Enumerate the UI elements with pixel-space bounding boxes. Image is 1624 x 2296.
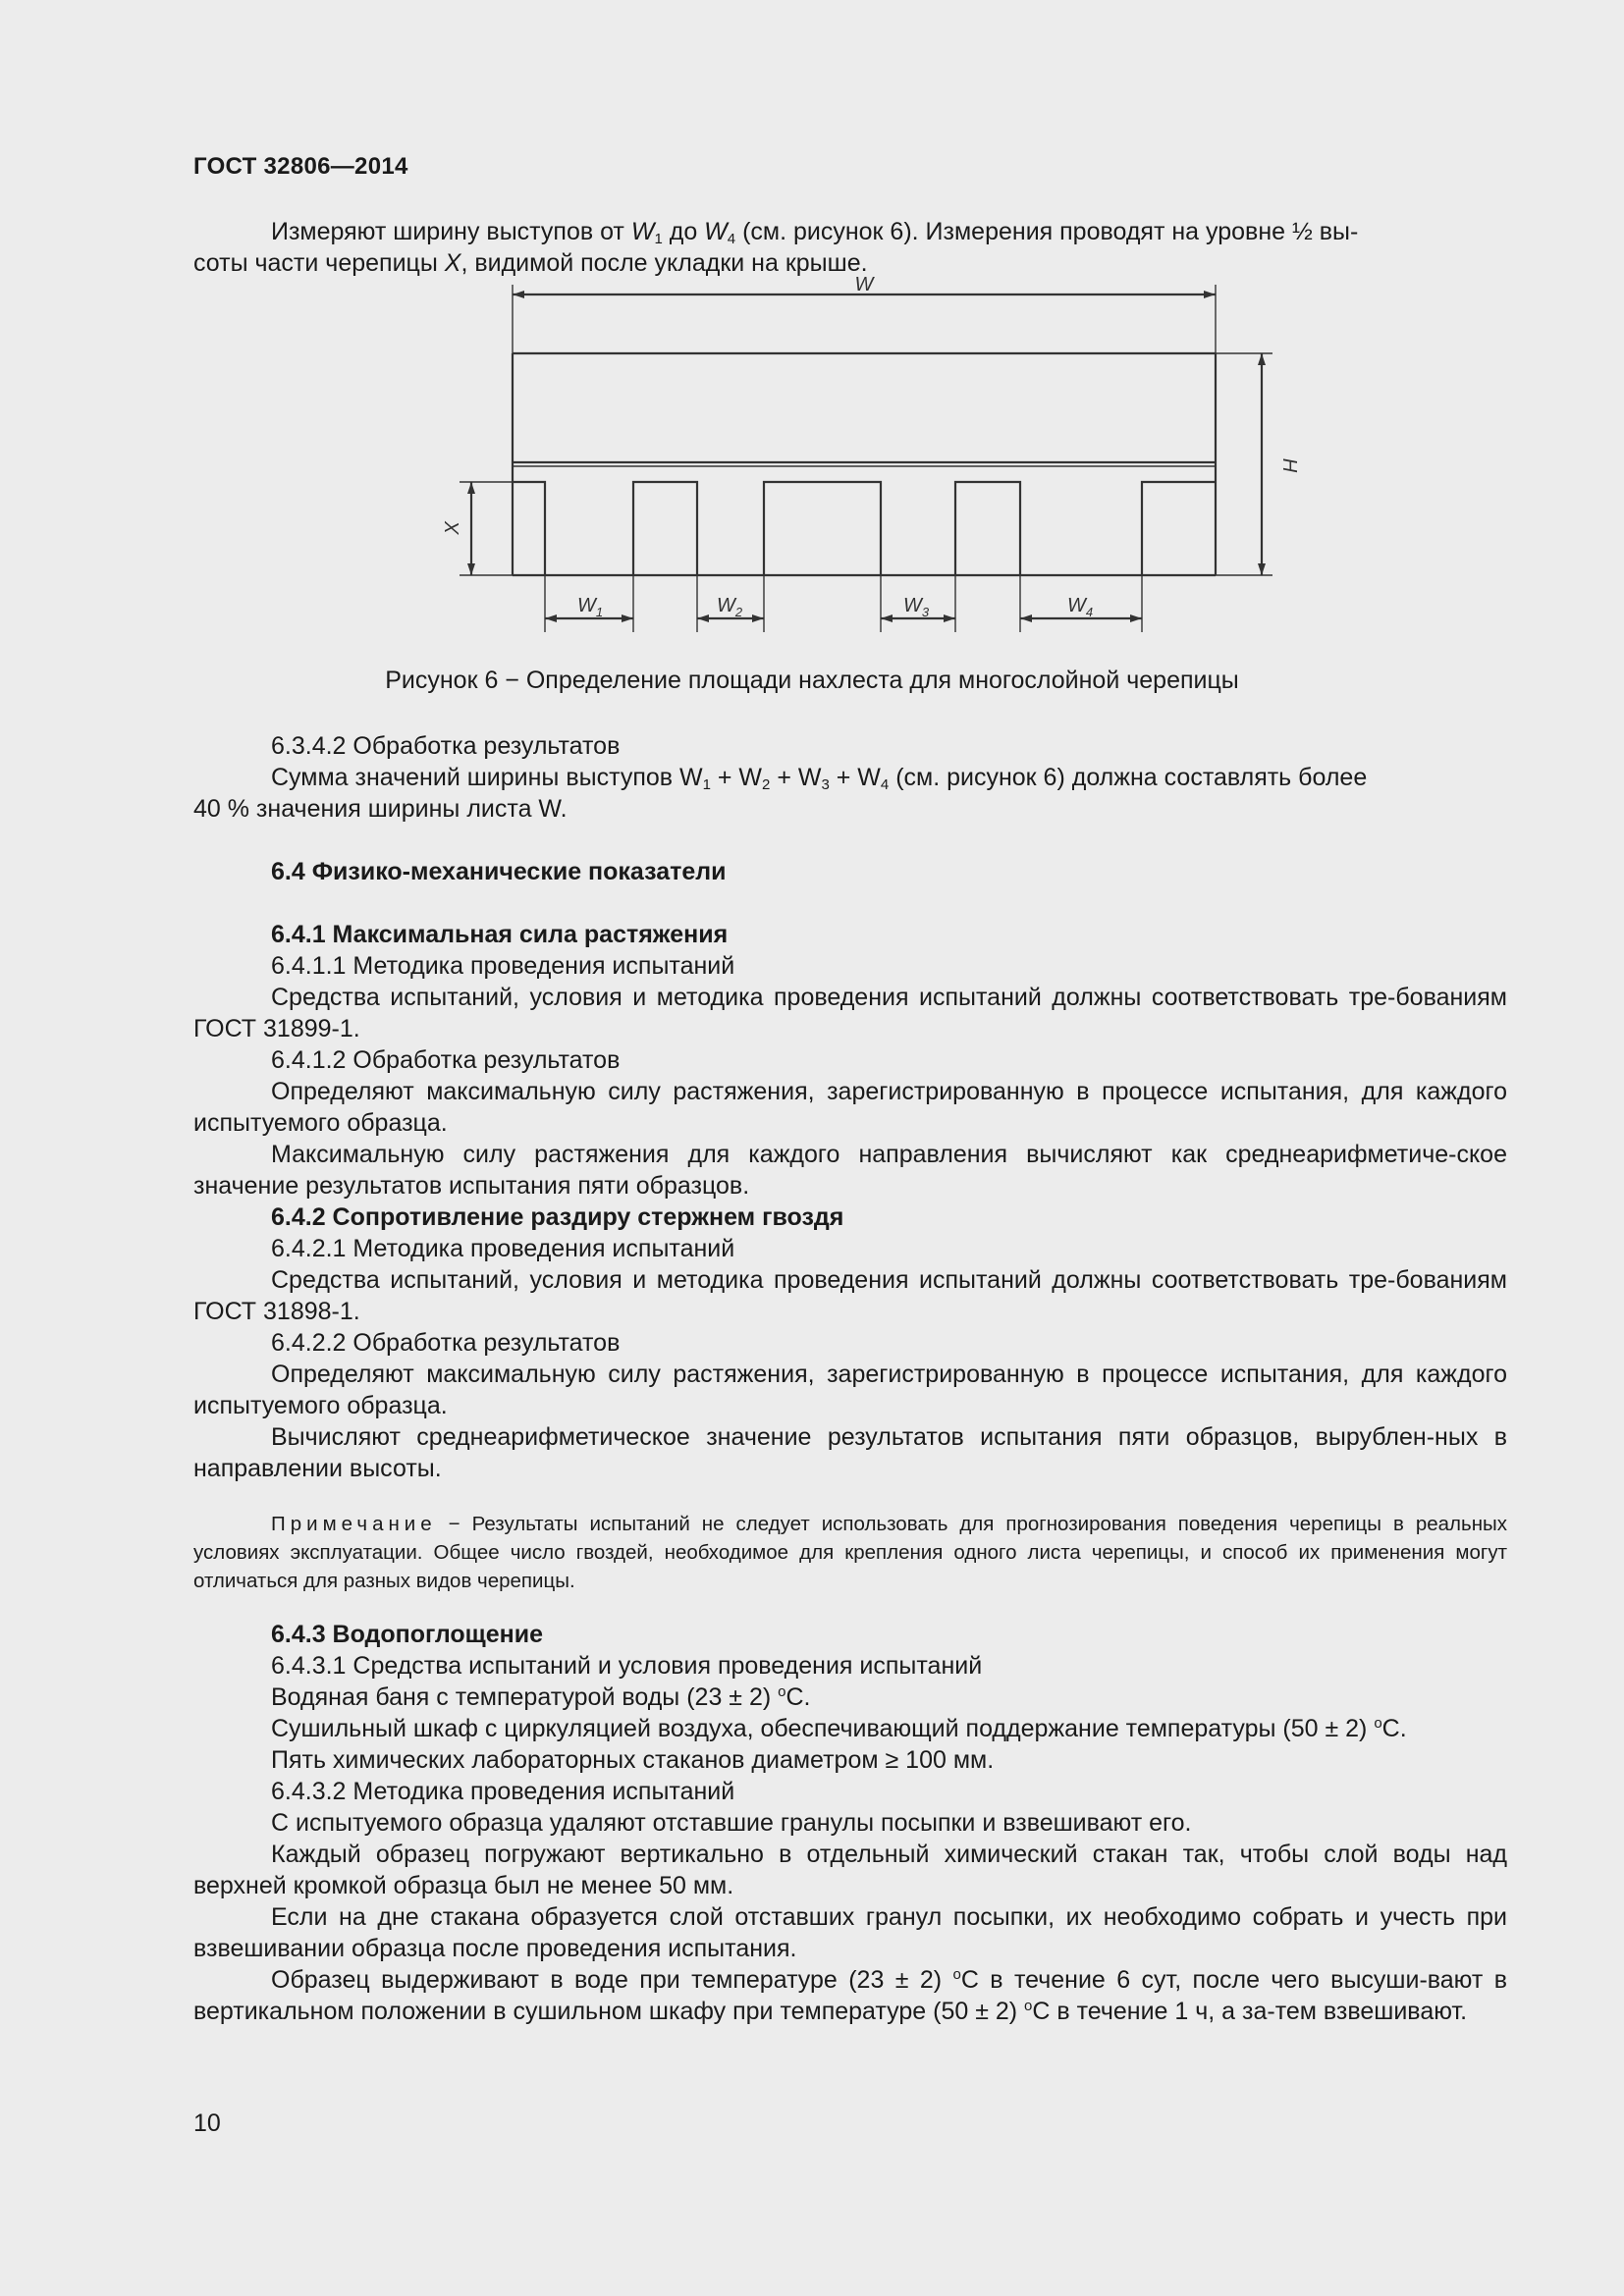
subsection-6421: 6.4.2.1 Методика проведения испытаний <box>271 1235 735 1262</box>
paragraph: Пять химических лабораторных стаканов диаметром ≥ 100 мм. <box>271 1746 995 1774</box>
paragraph: Каждый образец погружают вертикально в отдельный химический стакан так, чтобы слой воды над верхней кромкой образца был не менее 50 мм. <box>193 1841 1507 1899</box>
paragraph: Вычисляют среднеарифметическое значение результатов испытания пяти образцов, вырублен-ных в направлении высоты. <box>193 1423 1507 1482</box>
paragraph: Сушильный шкаф с циркуляцией воздуха, обеспечивающий поддержание температуры (50 ± 2) $^o$С. <box>271 1715 1407 1742</box>
label-w: W <box>854 274 874 295</box>
section-title-642: 6.4.2 Сопротивление раздиру стержнем гвоздя <box>271 1203 844 1231</box>
subsection-6431: 6.4.3.1 Средства испытаний и условия проведения испытаний <box>271 1652 983 1680</box>
section-title-641: 6.4.1 Максимальная сила растяжения <box>271 921 729 948</box>
intro-paragraph: Измеряют ширину выступов от $W_1$ до $W_4$ (см. рисунок 6). Измерения проводят на уровне ½ вы- соты части черепицы X, видимой после укладки на крыше. <box>193 218 1359 277</box>
paragraph: Средства испытаний, условия и методика проведения испытаний должны соответствовать тре-бованиям ГОСТ 31898-1. <box>193 1266 1507 1325</box>
shingle-overlap-diagram <box>432 274 1300 644</box>
subsection-6422: 6.4.2.2 Обработка результатов <box>271 1329 621 1357</box>
note-text: − Результаты испытаний не следует использовать для прогнозирования поведения черепицы в реальных условиях эксплуатации. Общее число гвоздей, необходимое для крепления одного листа черепицы, и способ их применения могут отличаться для разных видов черепицы. <box>193 1513 1507 1592</box>
figure-caption: Рисунок 6 − Определение площади нахлеста для многослойной черепицы <box>385 667 1239 694</box>
paragraph: Водяная баня с температурой воды (23 ± 2) $^o$С. <box>271 1683 811 1711</box>
label-w1: $W_1$ <box>577 595 604 619</box>
note-label: Примечание <box>271 1513 437 1535</box>
label-h: H <box>1278 457 1300 473</box>
paragraph: Если на дне стакана образуется слой отставших гранул посыпки, их необходимо собрать и учесть при взвешивании образца после проведения испытания. <box>193 1903 1507 1962</box>
label-x: X <box>442 521 463 535</box>
paragraph-6342: Сумма значений ширины выступов $W_1 + W_2 + W_3 + W_4$ (см. рисунок 6) должна составлять более <box>271 764 1368 793</box>
paragraph: Средства испытаний, условия и методика проведения испытаний должны соответствовать тре-бованиям ГОСТ 31899-1. <box>193 984 1507 1042</box>
label-w2: $W_2$ <box>717 595 743 619</box>
page-number: 10 <box>193 2109 221 2137</box>
section-6342: 6.3.4.2 Обработка результатов Сумма значений ширины выступов $W_1 + W_2 + W_3 + W_4$ (см. рисунок 6) должна составлять более 40 % значения ширины листа W. 6.4 Физико-механические показатели 6.4.1 Максимальная сила растяжения 6.4.1.1 Методика проведения испытаний Средства испытаний, условия и методика проведения испытаний должны соответствовать тре-бованиям ГОСТ 31899-1. 6.4.1.2 Обработка результатов Определяют максимальную силу растяжения, зарегистрированную в процессе испытания, для каждого испытуемого образца. Максимальную силу растяжения для каждого направления вычисляют как среднеарифметиче-ское значение результатов испытания пяти образцов. 6.4.2 Сопротивление раздиру стержнем гвоздя 6.4.2.1 Методика проведения испытаний Средства испытаний, условия и методика проведения испытаний должны соответствовать тре-бованиям ГОСТ 31898-1. 6.4.2.2 Обработка результатов Определяют максимальную силу растяжения, зарегистрированную в процессе испытания, для каждого испытуемого образца. Вычисляют среднеарифметическое значение результатов испытания пяти образцов, вырублен-ных в направлении высоты. Примечание − Результаты испытаний не следует использовать для прогнозирования поведения черепицы в реальных условиях эксплуатации. Общее число гвоздей, необходимое для крепления одного листа черепицы, и способ их применения могут отличаться для разных видов черепицы. 6.4.3 Водопоглощение 6.4.3.1 Средства испытаний и условия проведения испытаний Водяная баня с температурой воды (23 ± 2) $^o$С. Сушильный шкаф с циркуляцией воздуха, обеспечивающий поддержание температуры (50 ± 2) $^o$С. Пять химических лабораторных стаканов диаметром ≥ 100 мм. 6.4.3.2 Методика проведения испытаний С испытуемого образца удаляют отставшие гранулы посыпки и взвешивают его. Каждый образец погружают вертикально в отдельный химический стакан так, чтобы слой воды над верхней кромкой образца был не менее 50 мм. Если на дне стакана образуется слой отставших гранул посыпки, их необходимо собрать и учесть при взвешивании образца после проведения испытания. Образец выдерживают в воде при температуре (23 ± 2) $^o$С в течение 6 сут, после чего высуши-вают в вертикальном положении в сушильном шкафу при температуре (50 ± 2) $^o$С в течение 1 ч, а за-тем взвешивают. <box>193 732 1507 2025</box>
intro-text: Измеряют ширину выступов от <box>271 218 631 245</box>
subsection-6412: 6.4.1.2 Обработка результатов <box>271 1046 621 1074</box>
standard-header: ГОСТ 32806—2014 <box>193 153 408 180</box>
subsection-6411: 6.4.1.1 Методика проведения испытаний <box>271 952 735 980</box>
section-title-64: 6.4 Физико-механические показатели <box>271 858 727 885</box>
paragraph: Образец выдерживают в воде при температуре (23 ± 2) $^o$С в течение 6 сут, после чего высуши-вают в вертикальном положении в сушильном шкафу при температуре (50 ± 2) $^o$С в течение 1 ч, а за-тем взвешивают. <box>193 1966 1507 2025</box>
paragraph: Максимальную силу растяжения для каждого направления вычисляют как среднеарифметиче-ское значение результатов испытания пяти образцов. <box>193 1141 1507 1200</box>
paragraph: С испытуемого образца удаляют отставшие гранулы посыпки и взвешивают его. <box>271 1809 1192 1837</box>
label-w4: $W_4$ <box>1067 595 1094 619</box>
note <box>193 1510 1507 1595</box>
paragraph: Определяют максимальную силу растяжения, зарегистрированную в процессе испытания, для каждого испытуемого образца. <box>193 1361 1507 1419</box>
paragraph: Определяют максимальную силу растяжения, зарегистрированную в процессе испытания, для каждого испытуемого образца. <box>193 1078 1507 1137</box>
section-title-6342: 6.3.4.2 Обработка результатов <box>271 732 621 760</box>
label-w3: $W_3$ <box>903 595 930 619</box>
section-title-643: 6.4.3 Водопоглощение <box>271 1621 544 1648</box>
subsection-6432: 6.4.3.2 Методика проведения испытаний <box>271 1778 735 1805</box>
